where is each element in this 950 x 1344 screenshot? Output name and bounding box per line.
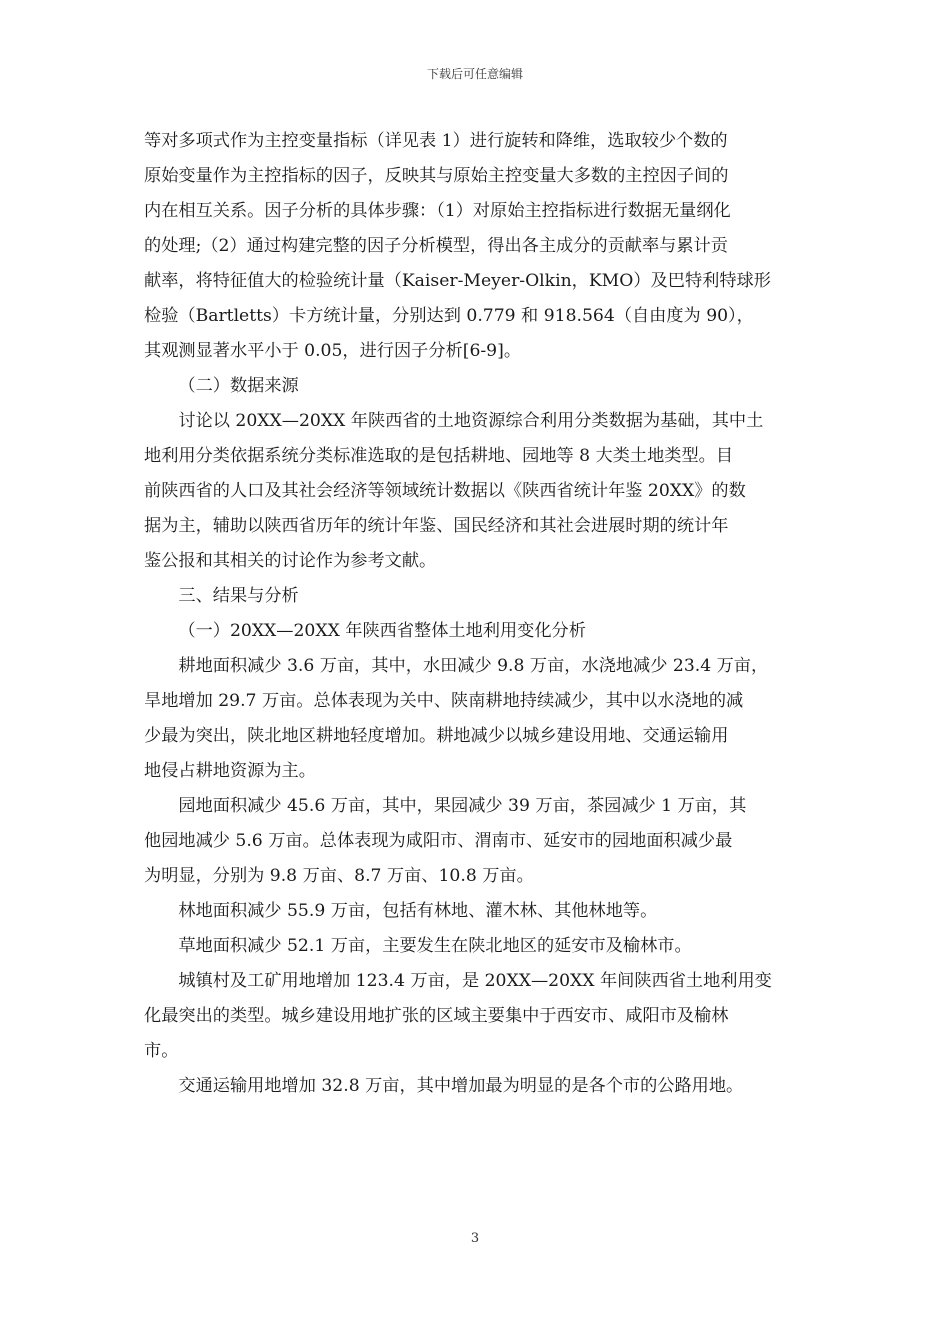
text-line: 旱地增加 29.7 万亩。总体表现为关中、陕南耕地持续减少，其中以水浇地的减	[144, 691, 744, 711]
heading-text: （二）数据来源	[178, 376, 299, 396]
text-line: 据为主，辅助以陕西省历年的统计年鉴、国民经济和其社会进展时期的统计年	[144, 516, 729, 536]
text-line: 讨论以 20XX—20XX 年陕西省的土地资源综合利用分类数据为基础，其中土	[178, 411, 764, 431]
text-line: 化最突出的类型。城乡建设用地扩张的区域主要集中于西安市、咸阳市及榆林	[144, 1006, 729, 1026]
page-header-note: 下载后可任意编辑	[426, 67, 523, 81]
text-line: 的处理;（2）通过构建完整的因子分析模型，得出各主成分的贡献率与累计贡	[144, 236, 728, 256]
text-line: 地侵占耕地资源为主。	[144, 761, 316, 781]
text-line: 地利用分类依据系统分类标准选取的是包括耕地、园地等 8 大类土地类型。目	[144, 446, 734, 466]
paragraph-garden-land	[144, 789, 808, 894]
text-line: 林地面积减少 55.9 万亩，包括有林地、灌木林、其他林地等。	[178, 901, 658, 921]
text-line: 鉴公报和其相关的讨论作为参考文献。	[144, 551, 437, 571]
text-line: 检验（Bartletts）卡方统计量，分别达到 0.779 和 918.564（自由度为 90），	[144, 306, 754, 326]
text-line: 他园地减少 5.6 万亩。总体表现为咸阳市、渭南市、延安市的园地面积减少最	[144, 831, 733, 851]
section-heading-data-source	[144, 369, 808, 404]
text-line: 原始变量作为主控指标的因子，反映其与原始主控变量大多数的主控因子间的	[144, 166, 729, 186]
text-line: 园地面积减少 45.6 万亩，其中，果园减少 39 万亩，茶园减少 1 万亩，其	[178, 796, 747, 816]
text-line: 城镇村及工矿用地增加 123.4 万亩，是 20XX—20XX 年间陕西省土地利用变	[178, 971, 772, 991]
text-line: 等对多项式作为主控变量指标（详见表 1）进行旋转和降维，选取较少个数的	[144, 131, 728, 151]
heading-text: （一）20XX—20XX 年陕西省整体土地利用变化分析	[178, 621, 586, 641]
text-line: 献率，将特征值大的检验统计量（Kaiser-Meyer-Olkin，KMO）及巴特利特球形	[144, 271, 771, 291]
paragraph-factor-analysis	[144, 124, 808, 369]
text-line: 内在相互关系。因子分析的具体步骤：（1）对原始主控指标进行数据无量纲化	[144, 201, 731, 221]
paragraph-forest-land	[144, 894, 808, 929]
page-number: 3	[470, 1231, 480, 1246]
text-line: 为明显，分别为 9.8 万亩、8.7 万亩、10.8 万亩。	[144, 866, 534, 886]
paragraph-data-source	[144, 404, 808, 579]
text-line: 其观测显著水平小于 0.05，进行因子分析[6-9]。	[144, 341, 522, 361]
paragraph-urban-industrial-land	[144, 964, 808, 1069]
document-body	[144, 124, 808, 1104]
paragraph-grassland	[144, 929, 808, 964]
heading-text: 三、结果与分析	[178, 586, 299, 606]
section-heading-results	[144, 579, 808, 614]
text-line: 前陕西省的人口及其社会经济等领域统计数据以《陕西省统计年鉴 20XX》的数	[144, 481, 746, 501]
text-line: 耕地面积减少 3.6 万亩，其中，水田减少 9.8 万亩，水浇地减少 23.4 万亩，	[178, 656, 769, 676]
text-line: 草地面积减少 52.1 万亩，主要发生在陕北地区的延安市及榆林市。	[178, 936, 692, 956]
paragraph-transport-land	[144, 1069, 808, 1104]
text-line: 市。	[144, 1041, 179, 1061]
paragraph-cultivated-land	[144, 649, 808, 789]
section-heading-overall-change	[144, 614, 808, 649]
text-line: 交通运输用地增加 32.8 万亩，其中增加最为明显的是各个市的公路用地。	[178, 1076, 744, 1096]
text-line: 少最为突出，陕北地区耕地轻度增加。耕地减少以城乡建设用地、交通运输用	[144, 726, 729, 746]
